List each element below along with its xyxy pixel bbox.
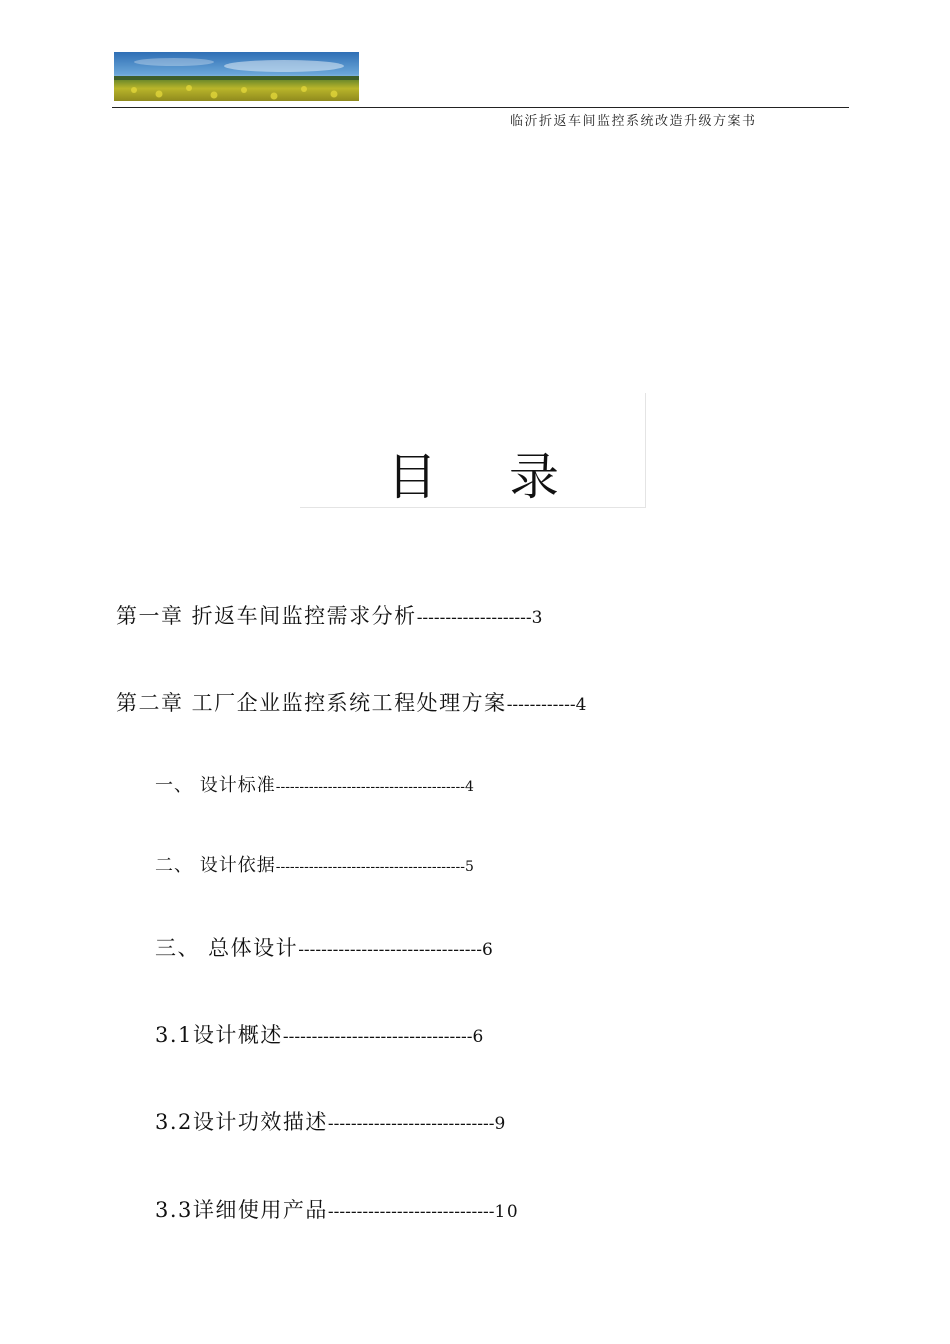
toc-entry-label: 第二章 工厂企业监控系统工程处理方案 [116,691,507,715]
toc-entry-leader: -------------------- [416,608,532,628]
toc-entry-page: 4 [575,695,588,715]
toc-entry-subsection-3-2[interactable] [155,1112,507,1133]
toc-entry-leader: -------------------------------- [298,940,482,960]
toc-entry-page: 6 [472,1027,485,1047]
toc-entry-label: 3.3详细使用产品 [155,1198,328,1222]
toc-entry-page: 10 [494,1202,520,1222]
toc-entry-section-3[interactable] [155,938,494,959]
toc-entry-section-2[interactable] [155,857,475,875]
toc-entry-label: 三、 总体设计 [155,936,299,960]
toc-entry-section-1[interactable] [155,777,475,795]
toc-entry-page: 4 [464,779,475,795]
toc-entry-leader: ------------ [506,695,576,715]
header-rule [112,107,849,108]
toc-entry-page: 9 [494,1114,507,1134]
document-header-title: 临沂折返车间监控系统改造升级方案书 [510,114,757,129]
header-landscape-image [114,52,359,101]
toc-entry-leader: ----------------------------- [327,1114,495,1134]
toc-entry-page: 5 [464,859,475,875]
toc-entry-label: 一、 设计标准 [155,775,276,796]
toc-entry-chapter-2[interactable] [116,693,588,714]
toc-entry-label: 3.1设计概述 [155,1023,283,1047]
toc-entry-leader: --------------------------------- [282,1027,473,1047]
toc-entry-page: 3 [531,608,544,628]
toc-entry-subsection-3-3[interactable] [155,1200,519,1221]
toc-entry-leader: ---------------------------------------- [275,859,465,875]
toc-entry-label: 3.2设计功效描述 [155,1110,328,1134]
toc-heading: 目 录 [387,448,587,506]
toc-entry-leader: ----------------------------- [327,1202,495,1222]
toc-entry-page: 6 [482,940,495,960]
toc-entry-chapter-1[interactable] [116,606,544,627]
toc-entry-label: 第一章 折返车间监控需求分析 [116,604,417,628]
toc-entry-leader: ---------------------------------------- [275,779,465,795]
title-frame-border-bottom [300,507,646,508]
toc-entry-label: 二、 设计依据 [155,855,276,876]
toc-entry-subsection-3-1[interactable] [155,1025,485,1046]
landscape-photo-icon [114,52,359,101]
